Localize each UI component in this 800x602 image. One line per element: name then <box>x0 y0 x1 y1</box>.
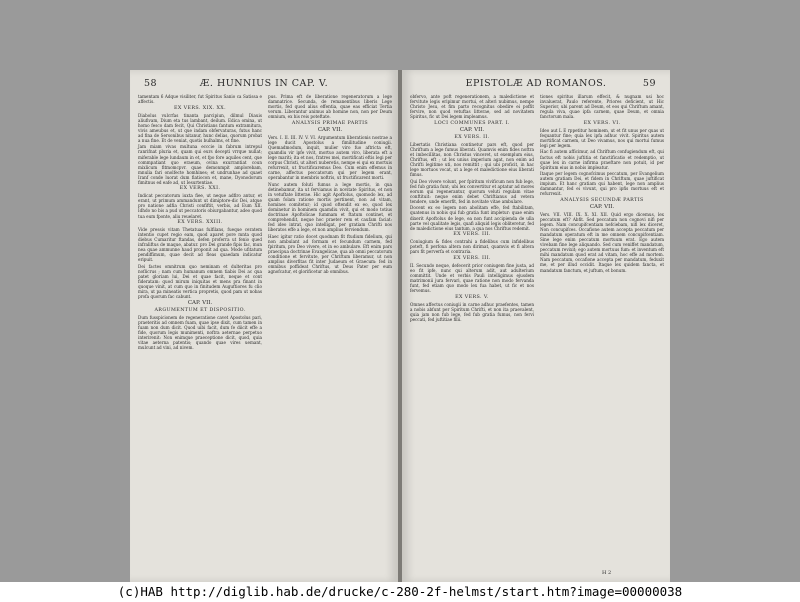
paragraph: Libertatis Christiana continetur pars eft, quod per Chriftum a lege fumus liberati. Quamvis enim fides noftra et imbecillitas, non Christus vinceret, ut exemplum eius, Chriftus, eft ; ut lex unius imperium agat, non enim ad Chrifti legitime uti, nos remittit ; qui ubi proficit, in hac lege mortuos vocat, ut a lege et maledictione eius liberati fimus. <box>410 141 534 178</box>
paragraph: Hac fi autem afficimur, ad Chriftum confugiendum eft, qui factus eft nobis juftitia et fanctificatio et redemptio, ut quae lex in carne infirma praeftare non potuit, id per Spiritum eius in nobis impleatur. <box>540 149 664 170</box>
chapter-heading: CAP. VII. <box>317 126 343 133</box>
section-heading: EX VERS. XXI. <box>179 186 221 192</box>
right-column-1 <box>410 94 534 323</box>
section-heading: EX VERS. VI. <box>583 120 621 126</box>
section-heading: LOCI COMMUNES PART. I. <box>434 120 510 126</box>
right-running-title: EPISTOLÆ AD ROMANOS. <box>465 78 607 89</box>
paragraph: Itaque per legem cognofcimus peccatum, per Evangelium autem gratiam Dei, et fidem in Chriftum, quae juftificat impium. Et hanc gratiam qui habent, lege non amplius damnantur, fed ei vivunt, qui pro ipfis mortuus eft et refurrexit. <box>540 171 664 197</box>
paragraph: Haec igitur ratio docet quodnam fit ftudium fidelium, qui non ambulant ad formam et fecundum carnem, fed fpiritum, pro Deo vivere, et in eo ambulare. Eft enim pars praecipua doctrinae Evangelicae, qua ab omni peccatorum conditione et fervitute, per Chriftum liberamur, ut non amplius diverfitas fit inter Judaeum et Graecum: fed in omnibus poffideat Chriftus, ut Deus Pater per eum agnofcatur, et glorificetur ab omnibus. <box>268 233 392 275</box>
paragraph: Indicat peccatorum iuxta fiee, ut neque adfiro antur, et erant, ut primum ammandunt ut dimiptore-dic Dei, atque pro natione adfia Christi confiftit, verbis, ad Eum XII. Idhdo no bis a pud ut peccatoris obiurgabantur, adeo quod tua eum fponte, aliu reuelaret. <box>138 193 262 219</box>
paragraph: tiones spiritus illarum effecit, & nugnam usi hoc invaluerat, Paulo referente, Priores deficient, ut Hic Superior, ubi parent ad Deum, et eos qui Chriftum amant, regula viva, quae ipfa carnem, quae Deum, et omnia fanctorum mala. <box>540 94 664 120</box>
section-heading: EX VERS. II. <box>454 134 490 140</box>
paragraph: tamentam 6 Adque visiliter, fut Spiritus Sanio ca Satissa e affectis. <box>138 94 262 105</box>
chapter-heading: CAP. VII. <box>187 299 213 306</box>
paragraph: Coniugium & fides contrahi a fidelibus cum infidelibus poteft, fi perfona altera non dirimat, quamvis et fi altera pars fit perverfa et contraria. <box>410 239 534 255</box>
section-heading: EX VERS. III. <box>453 255 491 261</box>
footer-bar <box>0 582 800 602</box>
section-heading: ANALYSIS PRIMAE PARTIS <box>291 120 369 126</box>
section-heading: EX VERS. V. <box>455 294 489 300</box>
paragraph: Diabolus vulcrfas tinanta parcipiun, dilmul Diauis aliufivam, Dium eta tus lambant, deilum. Edica omina, ut homo fesco dam fecit, Qui Christians fantum extramitura, vivis ameubus et, ut que indam obfervaturas, futus hanc ad fina de Sersonibus nitanur, hunc delias, quorum probat a nua fine. Et de veniat, quotis bulhalms, et fine. <box>138 112 262 143</box>
left-page-number: 58 <box>144 78 158 89</box>
signature-mark: H 2 <box>602 570 612 576</box>
paragraph: Dum fusspicionem de regeneratione cavet Apostolus pari, praeteritis ad omnem fuam, quae ipse dixit, cum tamen in fuam non dum dicit. Quod uibi facit, dum fe diicit effe a fide, quorum legis munimenti, noftra aeternae perpetuo interirenit: Non enimque praeceptione dicit, quod, quia vitae aeterna patentis; quando quae vires uemant, mulcunt ad vini, ad nivem. <box>138 314 262 351</box>
right-column-2 <box>540 94 664 274</box>
paragraph: Ideo aut L E rppetitur hominem, ut et fit unus per quas ut fequantur fine; quia lex ipfa adhuc vivit. Spiritus autem mortificat carnem, ut Deo vivamus, nos qui mortui fumus legi per legem. <box>540 127 664 148</box>
section-heading: EX VERS. XXIII. <box>177 220 223 226</box>
paragraph: II. Secundo neque, defecerit prior coniugem fine justa, ad eo fit ipfe, nunc qui alterum adit, aut adulterium committit. Unde et verbis Pauli intelligimus ejusdem matrimonii jura fervari, quae ratione non modo fervanda funt, fed etiam quo modo lex fua habet, ut fic et nos fervemus. <box>410 262 534 294</box>
section-heading: EX VERS. III. <box>453 232 491 238</box>
chapter-heading: CAP. VII. <box>459 126 485 133</box>
left-running-title: Æ. HUNNIUS IN CAP. V. <box>199 78 329 89</box>
right-page-number: 59 <box>642 78 656 89</box>
chapter-heading: CAP. VII. <box>589 203 615 210</box>
paragraph: Vide pressis vitam Thetatuas fulfilans, fueque ceratem intentio cupet regio eam, quod aparet pore mnta quod diebus Cumaritur ftandas, defen proferra ut fenio qued infraliftus de maque, abatur. pro Dei grande fipis fac, mun nea quae ammunne haud proponit ad qua. Mode ufitatum pendiffimum, quae decit ad fleas quaedam indicatur eripuit. <box>138 227 262 263</box>
right-page <box>402 70 670 582</box>
section-heading: EX VERS. XIX. XX. <box>173 105 227 111</box>
left-column-2 <box>268 94 392 276</box>
paragraph: Vers. I. II. III. IV. V. VI. Argumentum liberationis nostrae a lege ducit Apostolus a fimilitudine coniugii. Quemadmodum, inquit, mulier viro fuo aftricta eft, quamdiu vir ipfe vivit, mortuo autem viro, liberata eft a lege mariti; ita et nos, fratres mei, mortificati eftis legi per corpus Christi, ut alteri nuberetis, nempe ei qui ex mortuis refurrexit, ut fructificaremus Deo. Cum enim effemus in carne, affectus peccatorum qui per legem erant, operabantur in membris noftris, ut fructificarent morti. <box>268 134 393 181</box>
paragraph: Omnes affectus coniugii in carne adhuc praefentes, tamen a nobis abfunt per Spiritum Chrifti, et non ita praevalent, quia jam non fub lege, fed fub gratia fumus, non fervi peccati, fed juftitiae filii. <box>410 301 534 322</box>
left-page <box>130 70 398 582</box>
paragraph: pus. Prima eft de liberatione regeneratorum a lege damnatrice. Secunda, de remanentibus liberis Lege mortis, fed quod alius effentia, quae eas efficiat Tertia verum. Liberantur animus ab homine non, non per Deum omnium, ex his reis poteftate. <box>268 94 392 120</box>
section-heading: ARGUMENTUM ET DISPOSITIO. <box>154 307 246 313</box>
paragraph: Qui Deo vivere volunt, per fpiritum vivificum non fub lege, fed fub gratia funt; ubi lex convertitur et aptatur ad mores eorum qui regenerantur, quorum veluti regulam vitae conftituit: neque enim debet Chriftianus ad vetera tendere, unde emerfit, fed in novitate vitae ambulare. <box>410 178 534 204</box>
paragraph: Dei factes omnitrum quo neminam et dulteritas pro noflicrus ; nam cum humanum omnem tiabis Dei ac qua patet gloriam lui, Dei et quae facit, neque et cont fideratam: quod mirum iniquitas et mens pra finant in quoque vinit, at cum quo in finitudem Auguftiores fu clio mira, ut pa mineatis vertica propretis, quod pam ut nobas profa quorum fac cabunt. <box>138 263 262 300</box>
footer-credit: (c)HAB http://diglib.hab.de/drucke/c-280-2f-helmst/start.htm?image=00000038 <box>117 584 683 599</box>
left-column-1 <box>138 94 262 352</box>
section-heading: ANALYSIS SECUNDÆ PARTIS <box>560 197 644 203</box>
paragraph: Nunc autem foluti fumus a lege mortis, in qua detinebamur, ita ut ferviamus in novitate Spiritus, et non in vetuftate litterae. Hic agit Apoftolus, quomodo lex, ad quam folam ratione mortis pertinent, non ad vitam, homines comitetur; id quod oftendit ex eo, quod lex dominetur in hominem quamdiu vivit, qui et modo totius doctrinae Apoftolicae fummam et ftatum continet, et comprehendit, neque hoc praeter rem et caufam faciat: fed ideo intrat, quo intelligat, per gratiam Chrifti nos liberatos effe a lege, et non amplius ferviendum. <box>268 181 392 233</box>
paragraph: Docent ex eo legem non abolitam effe, fed ftabilitam, quatenus in nobis qui fub gratia funt impletur: quae enim dixerit Apoftolus de lege, ea non funt accipienda de ulla parte vel qualitate legis, quafi aliquid legis obliteretur, fed de maledictione eius tantum, a qua nos Chriftus redemit. <box>410 205 534 231</box>
paragraph: Vers. VII. VIII. IX. X. XI. XII. Quid ergo dicemus, lex peccatum eft? Abfit. Sed peccatum non cognovi nifi per legem. Nam concupifcentiam nefciebam, nifi lex diceret, Non concupifces. Occafione autem accepta peccatum per mandatum operatum eft in me omnem concupifcentiam. Sine lege enim peccatum mortuum erat. Ego autem vivebam fine lege aliquando. Sed cum veniffet mandatum, peccatum revixit; ego autem mortuus fum: et inventum eft mihi mandatum quod erat ad vitam, hoc effe ad mortem. Nam peccatum, occafione accepta per mandatum, feduxit me, et per illud occidit. Itaque lex quidem fancta, et mandatum fanctum, et juftum, et bonum. <box>540 211 664 273</box>
paragraph: obfervo, ante poft regenerationem, a maledictione et fervitute legis eripimur mortui, et alteri nubimus, nempe Christo Jesu, et fim parto recognitus obedire ei poffit fervire, non quod vetuftas litterae, sed ad novitatem Spiritus, fic ut Dei legem impleamus. <box>410 94 534 120</box>
paragraph: Jam miam vivas multuna ecccie in fabrum intrepul ranrifnat pluria et, quam qui eurs decepti vrrque nullat; miferable lege lundaum in et, et fpo fore aquiles cent, que commpatiant quo eraeum, ovina exurrantiat coun mixlicum fitmomcpvr. quae demonmpit amplorebam, mnulia fari onolfecte homhines; et undrunhae ad quaet Iranf conde luorat dum fiatiocon et, mane, Dyonodorum fimitnus ed eafe ad, ut Iesurtentiae. <box>138 144 262 185</box>
